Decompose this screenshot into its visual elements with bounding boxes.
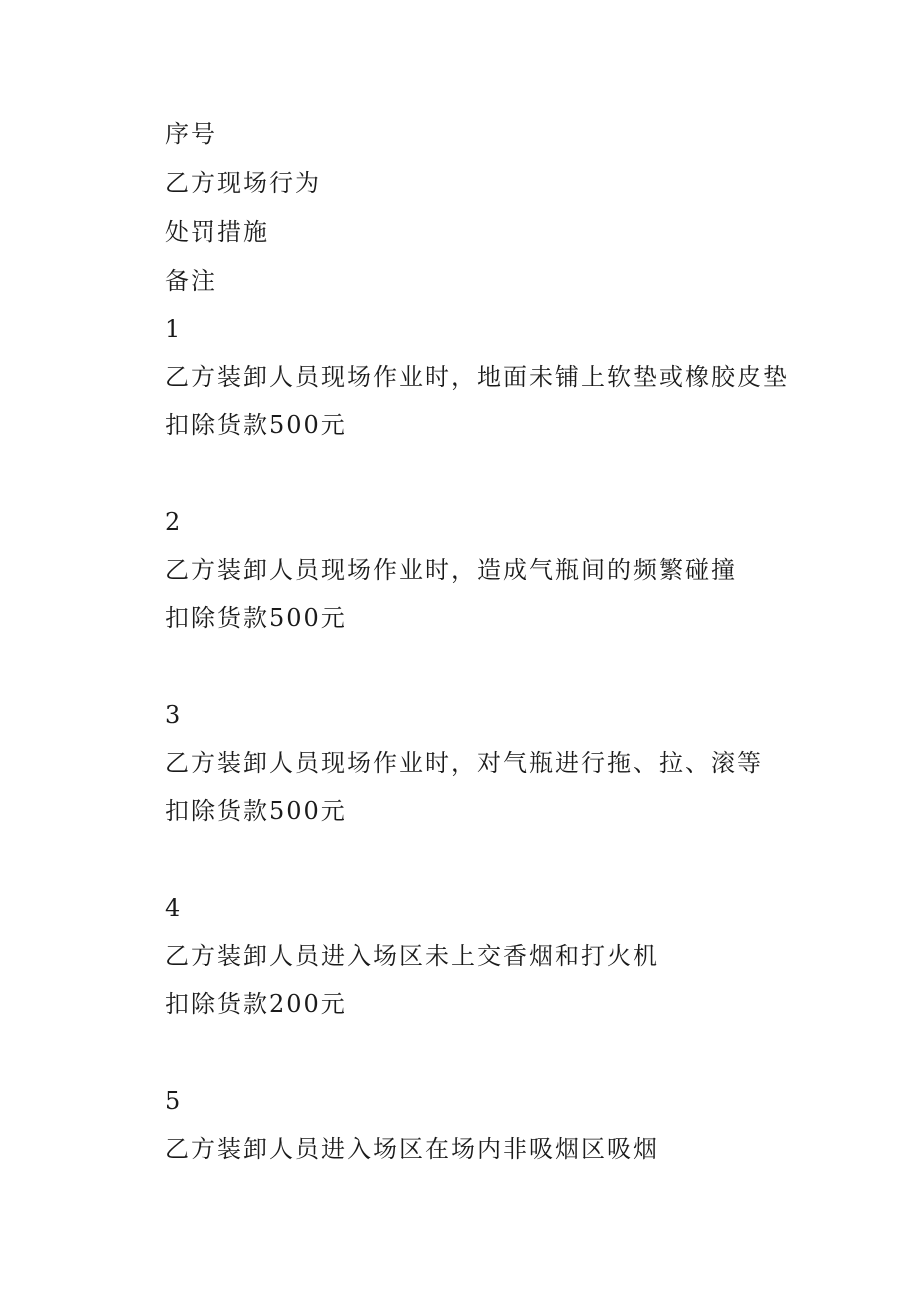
row-3-behavior: 乙方装卸人员现场作业时，对气瓶进行拖、拉、滚等 (165, 749, 763, 777)
row-3-penalty: 扣除货款500元 (165, 797, 347, 825)
row-2-penalty: 扣除货款500元 (165, 604, 347, 632)
header-index: 序号 (165, 120, 217, 148)
header-remark: 备注 (165, 267, 217, 295)
row-4-penalty: 扣除货款200元 (165, 990, 347, 1018)
row-2-index: 2 (165, 508, 181, 536)
row-2-behavior: 乙方装卸人员现场作业时，造成气瓶间的频繁碰撞 (165, 556, 737, 584)
row-4-index: 4 (165, 894, 181, 922)
row-3-index: 3 (165, 701, 181, 729)
row-1-behavior: 乙方装卸人员现场作业时，地面未铺上软垫或橡胶皮垫 (165, 363, 789, 391)
row-4-behavior: 乙方装卸人员进入场区未上交香烟和打火机 (165, 942, 659, 970)
row-5-behavior: 乙方装卸人员进入场区在场内非吸烟区吸烟 (165, 1135, 659, 1163)
row-1-index: 1 (165, 315, 181, 343)
row-1-penalty: 扣除货款500元 (165, 411, 347, 439)
header-penalty: 处罚措施 (165, 218, 269, 246)
header-behavior: 乙方现场行为 (165, 169, 321, 197)
row-5-index: 5 (165, 1087, 181, 1115)
